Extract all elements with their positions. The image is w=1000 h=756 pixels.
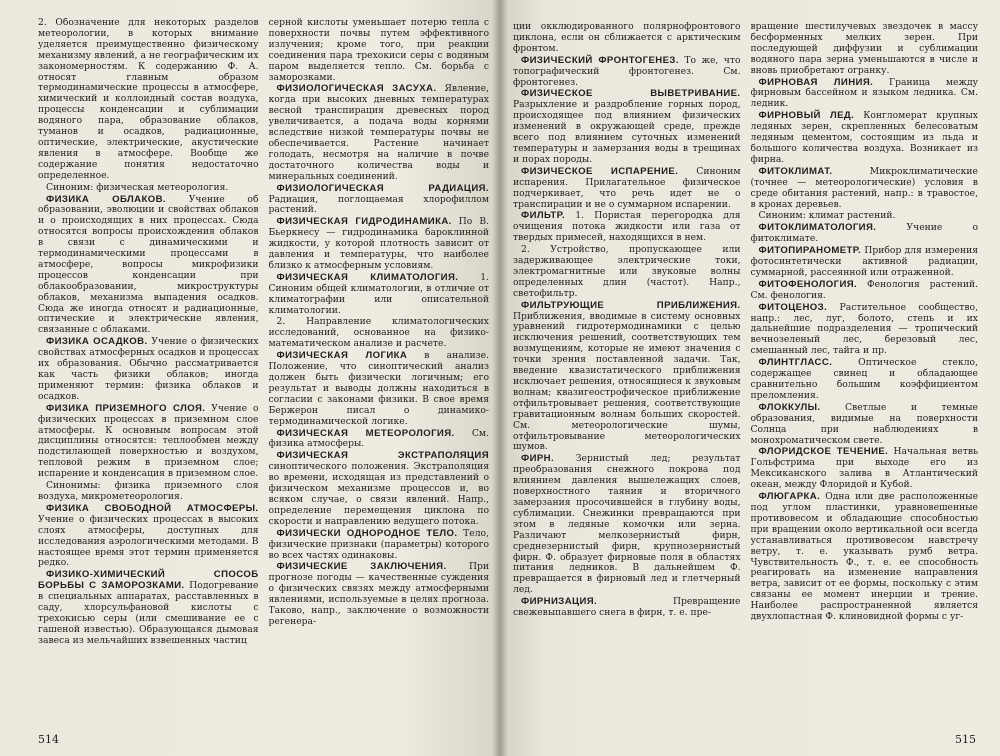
entry-headword: ФИЗИКА ОБЛАКОВ.: [46, 193, 166, 205]
entry-headword: ФИТОКЛИМАТОЛОГИЯ.: [758, 222, 877, 234]
entry-headword: ФИРНОВАЯ ЛИНИЯ.: [758, 76, 874, 88]
dictionary-entry: [513, 454, 741, 596]
entry-headword: ФЛОРИДСКОЕ ТЕЧЕНИЕ.: [758, 446, 889, 458]
dictionary-entry: [751, 111, 979, 166]
entry-body: Конгломерат крупных ледяных зерен, скрепленных белесоватым ледяным цементом, состоящим из льда и большого количества воздуха. Возникает из фирна.: [750, 110, 978, 165]
dictionary-entry: [751, 447, 979, 491]
entry-headword: ФИТОКЛИМАТ.: [758, 165, 833, 177]
entry-headword: ФИРНИЗАЦИЯ.: [521, 596, 598, 608]
dictionary-entry: [269, 351, 490, 427]
entry-headword: ФЛОККУЛЫ.: [758, 401, 821, 413]
dictionary-entry: [751, 246, 979, 279]
page-number-left: 514: [38, 733, 59, 746]
entry-body: Одна или две расположенные под углом пластинки, уравновешенные противовесом и обладающие способностью при вращении около вертикальной оси всегда устанавливаться противовесом навстречу ветру, т. е. указывать румб ветра. Чувствительность Ф., т. е. ее способность реагировать на изменение направления ветра, зависит от ее формы, поскольку с этим связаны ее момент инерции и трение. Наиболее распространенной является двухлопастная Ф. клиновидной формы с уг-: [750, 491, 978, 623]
entry-headword: ФИЗИКА СВОБОДНОЙ АТМОСФЕРЫ.: [46, 502, 259, 514]
entry-body: Учение о физических процессах в высоких слоях атмосферы, доступных для исследования аэрологическими методами. В настоящее время этот термин применяется редко.: [38, 513, 259, 569]
entry-body: ции окклюдированного полярнофронтового циклона, если он сближается с арктическим фронтом.: [513, 22, 741, 54]
entry-body: При прогнозе погоды — качественные суждения о физических связях между атмосферными явлениями, используемые в целях прогноза. Таково, напр., заключение о возможности регенера-: [268, 561, 489, 627]
dictionary-entry: [269, 184, 490, 217]
dictionary-entry: [38, 404, 259, 480]
entry-body: Начальная ветвь Гольфстрима при выходе его из Мексиканского залива в Атлантический океан, между Флоридой и Кубой.: [750, 446, 978, 491]
entry-headword: ФИЗИКА ПРИЗЕМНОГО СЛОЯ.: [46, 402, 206, 414]
entry-body: в анализе. Положение, что синоптический анализ должен быть физически логичным; его результат и выводы должны находиться в согласии с законами физики. В свое время Бержерон писал о динамико-термодинамической логике.: [268, 350, 489, 427]
entry-body: 1. Пористая перегородка для очищения потока жидкости или газа от твердых примесей, находящихся в нем.: [513, 210, 741, 244]
entry-headword: ФИЗИЧЕСКИЕ ЗАКЛЮЧЕНИЯ.: [276, 561, 447, 573]
entry-headword: ФИЗИЧЕСКАЯ МЕТЕОРОЛОГИЯ.: [276, 427, 455, 439]
entry-body: Учение о физических свойствах атмосферных осадков и процессах их образования. Обычно рассматривается как часть физики облаков; иногда применяют термин: физика облаков и осадков.: [38, 336, 259, 402]
entry-body: То же, что топографический фронтогенез. См. фронтогенез.: [513, 54, 741, 88]
entry-headword: ФИЗИЧЕСКИЙ ФРОНТОГЕНЕЗ.: [521, 54, 679, 66]
entry-headword: ФИЗИЧЕСКОЕ ИСПАРЕНИЕ.: [521, 165, 679, 177]
right-column-2: [751, 22, 979, 712]
entry-body: Учение об образовании, эволюции и свойствах облаков и о происходящих в них процессах. Сюда относятся вопросы происхождения облаков в связи с динамическими и термодинамическими процессами в атмосфере, вопросы микрофизики процессов конденсации при облакообразовании, микроструктуры облаков, механизма выпадения осадков. Сюда же иногда относят и радиационные, оптические и электрические явления, связанные с облаками.: [38, 193, 259, 336]
entry-body: вращение шестилучевых звездочек в массу бесформенных мелких зерен. При последующей диффузии и сублимации водяного пара зерна уменьшаются в числе и вновь приобретают огранку.: [750, 22, 978, 76]
right-column-1: [513, 22, 741, 712]
entry-body: По В. Бьеркнесу — гидродинамика бароклинной жидкости, у которой плотность зависит от давления и температуры, что наиболее близко к атмосферным условиям.: [268, 216, 489, 271]
dictionary-entry: [269, 84, 490, 182]
dictionary-entry: [269, 273, 490, 317]
left-page: [0, 0, 497, 756]
right-page: [497, 0, 1000, 756]
entry-text: [751, 211, 979, 222]
dictionary-entry: [513, 301, 741, 454]
entry-body: 2. Направление климатологических исследований, основанное на физико-математическом анализе и расчете.: [268, 316, 489, 350]
entry-headword: ФИТОЦЕНОЗ.: [758, 301, 828, 313]
dictionary-entry: [269, 429, 490, 451]
dictionary-entry: [269, 562, 490, 627]
left-column-2: [269, 18, 490, 708]
dictionary-entry: [513, 211, 741, 244]
entry-text: [269, 18, 490, 83]
entry-body: Приближения, вводимые в систему основных уравнений гидротермодинамики с целью исключения решений, соответствующих тем возмущениям, которые не имеют значения с точки зрения поставленной задачи. Так, введение квазистатического приближения исключает решения, относящиеся к звуковым волнам; квазигеострофическое приближение отфильтровывает решения, соответствующие гравитационным волнам больших скоростей. См. метеорологические шумы, отфильтровывание метеорологических шумов.: [513, 310, 741, 453]
page-number-right: 515: [955, 733, 976, 746]
entry-body: 1. Синоним общей климатологии, в отличие от климатографии или описательной климатологии.: [268, 271, 489, 316]
entry-headword: ФИЗИЧЕСКАЯ ЛОГИКА: [276, 350, 408, 362]
dictionary-entry: [751, 167, 979, 211]
entry-body: Учение о физических процессах в приземном слое атмосферы. К основным вопросам этой дисциплины относятся: теплообмен между подстилающей поверхностью и воздухом, тепловой режим в приземном слое; испарение и конденсация в приземном слое.: [38, 402, 259, 480]
entry-body: 2. Обозначение для некоторых разделов метеорологии, в которых внимание уделяется преимущественно физическому механизму явлений, а не географическим их закономерностям. К содержанию Ф. А. относят главным образом термодинамические процессы в атмосфере, химический и коллоидный состав воздуха, процессы конденсации и сублимации водяного пара, образование облаков, туманов и осадков, радиационные, оптические, электрические, акустические явления в атмосфере. Вообще же содержание понятия недостаточно определенное.: [38, 18, 259, 181]
entry-headword: ФИЗИЧЕСКАЯ КЛИМАТОЛОГИЯ.: [276, 271, 459, 283]
entry-headword: ФИРН.: [521, 453, 555, 465]
entry-body: Явление, когда при высоких дневных температурах весной транспирация древесных пород увеличивается, а подача воды корнями вследствие низкой температуры почвы не обеспечивается. Растение начинает голодать, несмотря на наличие в почве достаточного количества воды и минеральных соединений.: [268, 83, 489, 182]
entry-headword: ФИЗИОЛОГИЧЕСКАЯ ЗАСУХА.: [276, 83, 437, 95]
dictionary-entry: [751, 223, 979, 245]
entry-headword: ФИЗИЧЕСКАЯ ЭКСТРАПОЛЯЦИЯ: [276, 450, 489, 462]
entry-headword: ФЛИНТГЛАСС.: [758, 357, 833, 369]
entry-body: Зернистый лед; результат преобразования снежного покрова под влиянием давления вышележащих слоев, поверхностного таяния и вторичного замерзания просочившейся в глубину воды, сублимации. Снежинки превращаются при этом в ледяные комочки или зерна. Различают мелкозернистый фирн, среднезернистый фирн, крупнозернистый фирн. Ф. образует фирновые поля в областях питания ледников. В дальнейшем Ф. превращается в фирновый лед и глетчерный лед.: [513, 453, 741, 596]
entry-text: [38, 183, 259, 194]
entry-body: 2. Устройство, пропускающее или задерживающее электрические токи, электромагнитные или звуковые волны определенных длин (частот). Напр., светофильтр.: [513, 244, 741, 299]
entry-body: Синоним испарения. Прилагательное физическое подчеркивает, что речь идет не о транспирации и не о суммарном испарении.: [513, 165, 741, 210]
entry-text: [269, 317, 490, 350]
entry-body: Разрыхление и раздробление горных пород, происходящее под влиянием физических изменений в окружающей среде, прежде всего под влиянием суточных изменений температуры и замерзания воды в трещинах и порах породы.: [513, 99, 741, 165]
dictionary-entry: [38, 504, 259, 569]
entry-body: Микроклиматические (точнее — метеорологические) условия в среде обитания растений, напр.: в травостое, в кронах деревьев.: [750, 165, 978, 210]
dictionary-entry: [751, 492, 979, 623]
dictionary-entry: [513, 56, 741, 89]
entry-body: Прибор для измерения фотосинтетически активной радиации, суммарной, рассеянной или отраженной.: [750, 245, 978, 278]
entry-body: Превращение свежевыпавшего снега в фирн, т. е. пре-: [513, 596, 741, 619]
dictionary-entry: [38, 337, 259, 402]
entry-headword: ФИЗИКА ОСАДКОВ.: [46, 336, 148, 348]
entry-headword: ФЛЮГАРКА.: [758, 491, 821, 503]
dictionary-entry: [751, 303, 979, 358]
entry-body: Учение о фитоклимате.: [750, 222, 978, 245]
entry-body: См. физика атмосферы.: [268, 427, 489, 450]
entry-body: Подогревание в специальных аппаратах, расставленных в саду, хлорсульфановой кислоты с трехокисью серы (или смешивание ее с гашеной известью). Образующаяся дымовая завеса из мельчайших взвешенных частиц: [38, 580, 259, 646]
entry-body: синоптического положения. Экстраполяция во времени, исходящая из представлений о физическом механизме процессов и, во всяком случае, о связи явлений. Напр., определение перемещения циклона по скорости и направлению ведущего потока.: [268, 461, 489, 527]
entry-body: Синоним: климат растений.: [758, 210, 896, 222]
entry-headword: ФИЗИКО-ХИМИЧЕСКИЙ СПОСОБ БОРЬБЫ С ЗАМОРОЗКАМИ.: [38, 569, 259, 592]
entry-body: серной кислоты уменьшает потерю тепла с поверхности почвы путем эффективного излучения; кроме того, при реакции соединения пара трехокиси серы с водяным паром выделяется тепло. См. борьба с заморозками.: [268, 18, 489, 83]
dictionary-entry: [269, 529, 490, 562]
entry-headword: ФИЗИЧЕСКИ ОДНОРОДНОЕ ТЕЛО.: [276, 527, 458, 539]
entry-headword: ФИЛЬТР.: [521, 210, 566, 222]
dictionary-entry: [269, 451, 490, 527]
dictionary-entry: [751, 78, 979, 111]
entry-body: Синоним: физическая метеорология.: [46, 181, 229, 193]
dictionary-entry: [751, 280, 979, 302]
dictionary-entry: [38, 570, 259, 646]
entry-text: [513, 245, 741, 300]
entry-headword: ФИЛЬТРУЮЩИЕ ПРИБЛИЖЕНИЯ.: [521, 299, 741, 311]
entry-headword: ФИТОПИРАНОМЕТР.: [758, 245, 862, 257]
dictionary-entry: [751, 358, 979, 402]
entry-body: Светлые и темные образования, видимые на поверхности Солнца при наблюдениях в монохроматическом свете.: [750, 401, 978, 446]
entry-text: [751, 22, 979, 77]
entry-text: [513, 22, 741, 55]
entry-body: Синонимы: физика приземного слоя воздуха, микрометеорология.: [38, 480, 259, 502]
entry-text: [38, 481, 259, 503]
entry-headword: ФИЗИОЛОГИЧЕСКАЯ РАДИАЦИЯ.: [276, 182, 489, 194]
entry-body: Оптическое стекло, содержащее свинец и обладающее сравнительно большим коэффициентом преломления.: [750, 357, 978, 401]
dictionary-entry: [513, 167, 741, 211]
entry-headword: ФИРНОВЫЙ ЛЕД.: [758, 110, 855, 122]
entry-body: Растительное сообщество, напр.: лес, луг, болото, степь и их дальнейшие подразделения — тропический вечнозеленый лес, березовый лес, смешанный лес, тайга и пр.: [750, 301, 978, 357]
dictionary-entry: [513, 597, 741, 619]
entry-headword: ФИТОФЕНОЛОГИЯ.: [758, 278, 858, 290]
entry-headword: ФИЗИЧЕСКОЕ ВЫВЕТРИВАНИЕ.: [521, 88, 741, 100]
entry-body: Фенология растений. См. фенология.: [750, 278, 978, 301]
dictionary-entry: [269, 217, 490, 272]
entry-body: Граница между фирновым бассейном и языком ледника. См. ледник.: [750, 76, 978, 110]
entry-body: Радиация, поглощаемая хлорофиллом растений.: [268, 193, 489, 216]
entry-body: Тело, физические признаки (параметры) которого во всех частях одинаковы.: [268, 527, 489, 561]
entry-headword: ФИЗИЧЕСКАЯ ГИДРОДИНАМИКА.: [276, 216, 452, 228]
left-column-1: [38, 18, 259, 708]
dictionary-entry: [38, 195, 259, 337]
dictionary-entry: [751, 403, 979, 447]
entry-text: [38, 18, 259, 182]
dictionary-entry: [513, 89, 741, 165]
